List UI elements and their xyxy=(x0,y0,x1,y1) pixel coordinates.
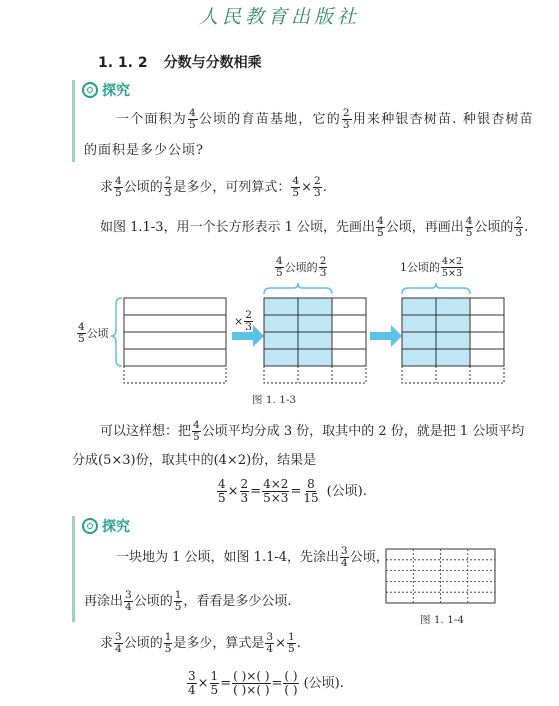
denominator: 5 xyxy=(465,227,473,239)
explore-icon xyxy=(82,82,98,98)
text: 如图 1.1-3，用一个长方形表示 1 公顷，先画出 xyxy=(100,220,376,235)
text: 一个面积为 xyxy=(116,112,188,127)
fraction xyxy=(265,632,274,655)
publisher-header: 人民教育出版社 xyxy=(198,6,360,28)
fraction xyxy=(164,632,173,655)
text: ，看看是多少公顷. xyxy=(183,594,292,609)
text: 公顷， xyxy=(349,550,389,565)
figure-1-1-3 xyxy=(108,278,508,388)
numerator: 4 xyxy=(189,107,197,119)
section-number: 1. 1. 2 xyxy=(98,55,148,71)
numerator: 4 xyxy=(292,175,300,187)
numerator: 2 xyxy=(342,107,351,119)
denominator: 5 xyxy=(189,119,197,131)
fraction xyxy=(465,216,474,239)
numerator: 4×2 xyxy=(442,256,463,267)
explore-heading-1 xyxy=(82,80,130,100)
fig113-left-label xyxy=(76,322,109,345)
denominator: 5 xyxy=(78,333,85,345)
denominator: 5 xyxy=(210,683,219,697)
fraction xyxy=(287,632,296,655)
figure-description xyxy=(100,216,528,239)
text: 可以这样想：把 xyxy=(100,424,192,439)
equation-2 xyxy=(186,670,344,697)
denominator: 5 xyxy=(377,227,384,239)
fraction xyxy=(376,216,385,239)
fraction xyxy=(302,478,319,505)
numerator: 1 xyxy=(174,589,182,601)
text: 公顷的 xyxy=(474,220,514,235)
explore-heading-text: 探究 xyxy=(102,519,130,535)
numerator: 4 xyxy=(78,321,85,333)
numerator: 1 xyxy=(164,631,172,643)
denominator: 3 xyxy=(342,119,351,131)
fraction xyxy=(114,632,123,655)
text: 是多少，算式是 xyxy=(173,636,265,651)
denominator: ( ) xyxy=(284,683,298,697)
fraction xyxy=(114,176,123,199)
rect-one-hectare xyxy=(124,298,226,383)
text: 公顷平均分成 3 份，取其中的 2 份，就是把 1 公顷平均 xyxy=(201,424,525,439)
denominator: 4 xyxy=(266,643,274,655)
text: 公顷的育苗基地，它的 xyxy=(198,112,341,127)
mid-top-brace xyxy=(264,283,332,294)
text: 用来种银杏树苗. 种银杏树苗 xyxy=(352,112,534,127)
fraction xyxy=(164,176,173,199)
calc2-line xyxy=(100,632,301,655)
explain-line2: 分成(5×3)份，取其中的(4×2)份，结果是 xyxy=(72,453,317,468)
section-name: 分数与分数相乘 xyxy=(163,55,262,71)
fraction xyxy=(340,546,349,569)
fraction xyxy=(275,256,284,279)
fraction xyxy=(262,478,289,505)
figure-1-1-3-caption: 图 1. 1-3 xyxy=(252,394,297,406)
text: 求 xyxy=(100,636,114,651)
times-sign: × xyxy=(301,180,313,195)
denominator: 3 xyxy=(319,267,327,279)
numerator: ( )×( ) xyxy=(233,669,270,683)
denominator: 3 xyxy=(164,187,172,199)
text: 公顷的 xyxy=(123,636,163,651)
fraction xyxy=(192,420,201,443)
text: 求 xyxy=(100,180,114,195)
denominator: 4 xyxy=(341,557,348,569)
numerator: 3 xyxy=(188,669,196,683)
period: . xyxy=(296,636,301,651)
fraction xyxy=(240,478,250,505)
text: 是多少，可列算式： xyxy=(173,180,291,195)
denominator: 3 xyxy=(515,227,523,239)
explore1-line1 xyxy=(116,108,534,131)
denominator: 5 xyxy=(193,431,200,443)
denominator: ( )×( ) xyxy=(233,683,270,697)
equals-sign: = xyxy=(290,484,302,499)
numerator: 3 xyxy=(115,631,122,643)
denominator: 3 xyxy=(240,491,249,505)
denominator: 5 xyxy=(288,643,295,655)
equals-sign: = xyxy=(271,676,283,691)
numerator: 2 xyxy=(515,215,523,227)
fraction xyxy=(514,216,523,239)
equals-sign: = xyxy=(220,676,232,691)
text: 公顷的 xyxy=(133,594,173,609)
period: . xyxy=(524,220,529,235)
fig113-mid-label xyxy=(274,256,328,279)
denominator: 5 xyxy=(218,491,226,505)
text: 一块地为 1 公顷，如图 1.1-4，先涂出 xyxy=(116,550,340,565)
denominator: 5×3 xyxy=(442,268,463,279)
fraction xyxy=(210,670,220,697)
explore-icon xyxy=(82,518,98,534)
explore2-line2 xyxy=(84,590,292,613)
denominator: 3 xyxy=(245,321,252,333)
text: 公顷的 xyxy=(123,180,163,195)
fraction xyxy=(441,256,463,279)
fraction xyxy=(188,108,198,131)
fraction xyxy=(319,256,328,279)
unit-label: 公顷 xyxy=(86,327,109,340)
numerator: 4 xyxy=(465,215,473,227)
denominator: 4 xyxy=(125,601,132,613)
text: 再涂出 xyxy=(84,594,124,609)
denominator: 5 xyxy=(164,643,172,655)
equals-sign: = xyxy=(250,484,262,499)
fraction xyxy=(291,176,300,199)
numerator: 3 xyxy=(341,545,348,557)
equation-1 xyxy=(216,478,367,505)
arrow-2 xyxy=(370,325,402,347)
period: . xyxy=(322,180,327,195)
fraction xyxy=(217,478,227,505)
fraction xyxy=(174,590,183,613)
rect-result xyxy=(402,298,504,383)
denominator: 5 xyxy=(292,187,300,199)
fraction xyxy=(77,322,86,345)
denominator: 4 xyxy=(115,643,122,655)
denominator: 5 xyxy=(174,601,182,613)
denominator: 4 xyxy=(188,683,196,697)
fraction xyxy=(232,670,270,697)
text: 公顷，再画出 xyxy=(385,220,464,235)
fraction xyxy=(283,670,298,697)
numerator: 3 xyxy=(125,589,132,601)
numerator: ( ) xyxy=(284,669,298,683)
fraction xyxy=(342,108,352,131)
text: 公顷的 xyxy=(284,261,318,274)
fraction xyxy=(124,590,133,613)
numerator: 2 xyxy=(319,255,327,267)
numerator: 4 xyxy=(193,419,200,431)
text: 1公顷的 xyxy=(400,261,440,274)
left-brace xyxy=(111,298,122,366)
numerator: 2 xyxy=(245,309,252,321)
calc1-line xyxy=(100,176,327,199)
numerator: 4 xyxy=(377,215,384,227)
fraction xyxy=(313,176,322,199)
arrow-1 xyxy=(232,325,264,347)
numerator: 8 xyxy=(307,477,315,491)
explore1-line2: 的面积是多少公顷? xyxy=(84,143,204,158)
unit-label: (公顷). xyxy=(303,676,344,691)
times-sign: × xyxy=(275,636,287,651)
numerator: 2 xyxy=(240,477,249,491)
numerator: 4 xyxy=(218,477,226,491)
numerator: 2 xyxy=(164,175,172,187)
numerator: 4 xyxy=(115,175,122,187)
denominator: 5 xyxy=(115,187,122,199)
numerator: 4×2 xyxy=(263,477,289,491)
times-sign: × xyxy=(234,315,244,328)
times-sign: × xyxy=(197,676,209,691)
explore-heading-text: 探究 xyxy=(102,83,130,99)
figure-1-1-4-caption: 图 1. 1-4 xyxy=(420,614,465,626)
fraction xyxy=(187,670,197,697)
numerator: 1 xyxy=(288,631,295,643)
right-top-brace xyxy=(402,283,470,294)
denominator: 3 xyxy=(314,187,321,199)
rect-two-thirds xyxy=(264,298,366,383)
numerator: 1 xyxy=(210,669,219,683)
explain-line1 xyxy=(100,420,524,443)
explore2-line1 xyxy=(116,546,389,569)
fig113-right-label xyxy=(400,256,464,279)
denominator: 15 xyxy=(303,491,319,505)
numerator: 3 xyxy=(266,631,274,643)
explore-heading-2 xyxy=(82,516,130,536)
denominator: 5×3 xyxy=(263,491,289,505)
times-sign: × xyxy=(227,484,239,499)
denominator: 5 xyxy=(276,267,283,279)
figure-1-1-4 xyxy=(385,548,497,606)
numerator: 2 xyxy=(314,175,321,187)
unit-label: (公顷). xyxy=(326,484,367,499)
numerator: 4 xyxy=(276,255,283,267)
section-title xyxy=(98,52,262,72)
